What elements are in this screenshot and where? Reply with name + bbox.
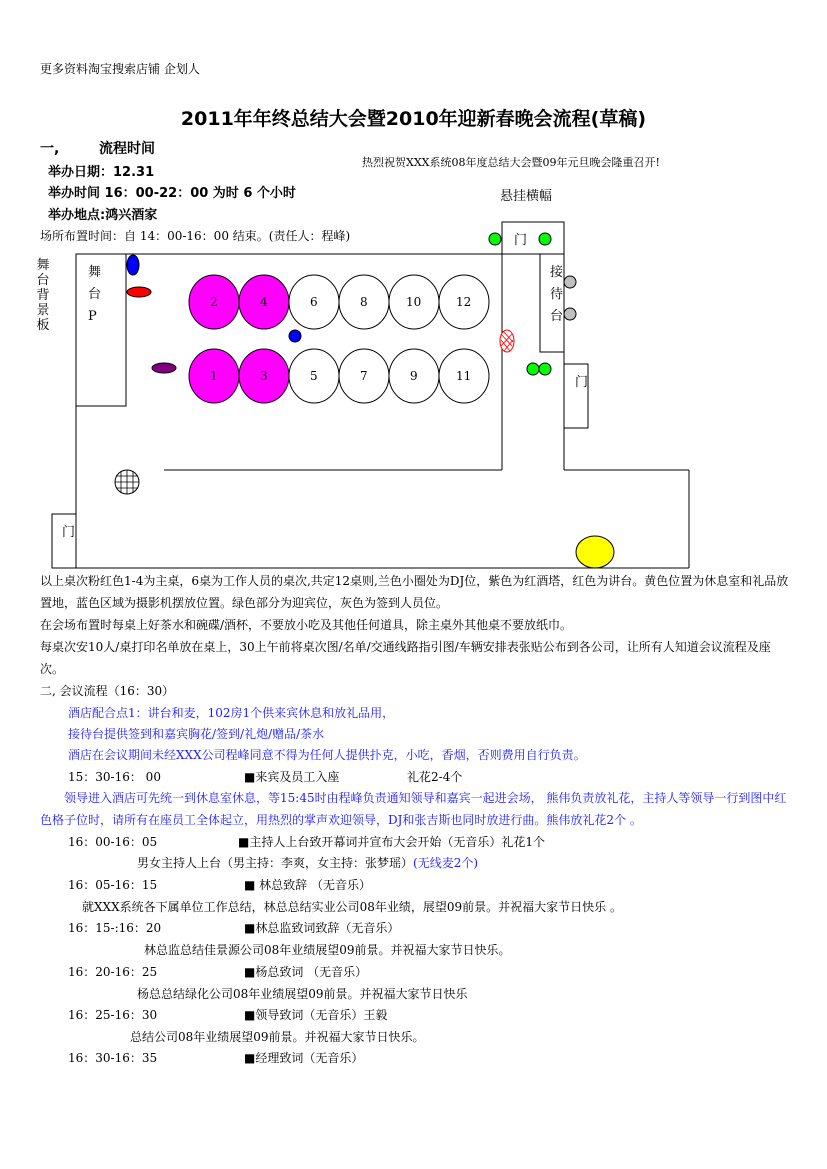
table-number: 12 (456, 295, 472, 309)
wireless-mic-note: (无线麦2个) (413, 856, 479, 870)
rest-area (576, 536, 614, 568)
top-door-box (502, 222, 564, 254)
page-title: 2011年年终总结大会暨2010年迎新春晚会流程(草稿) (180, 108, 647, 130)
banner-text: 热烈祝贺XXX系统08年度总结大会暨09年元旦晚会隆重召开! (362, 156, 660, 169)
schedule-sub-5: 杨总总结绿化公司08年业绩展望09前景。并祝福大家节日快乐 (137, 987, 468, 1001)
table-number: 6 (310, 295, 318, 309)
schedule-desc-2: ■主持人上台致开幕词并宣布大会开始（无音乐）礼花1个 (238, 835, 545, 849)
schedule-sub-3: 就XXX系统各下属单位工作总结，林总总结实业公司08年业绩，展望09前景。并祝福大家节日快乐 。 (82, 900, 622, 914)
schedule-time-5: 16：20-16：25 (68, 965, 158, 979)
schedule-time-1: 15：30-16： 00 (68, 770, 161, 784)
schedule-sub-4: 林总监总结佳景源公司08年业绩展望09前景。并祝福大家节日快乐。 (144, 943, 511, 957)
reception-char-1: 接 (550, 265, 564, 280)
event-time: 举办时间 16：00-22：00 为时 6 个小时 (48, 186, 296, 201)
table-number: 7 (360, 369, 368, 383)
setup-time: 场所布置时间：自 14：00-16：00 结束。(责任人：程峰) (40, 229, 351, 243)
section1-heading: 流程时间 (99, 141, 155, 157)
schedule-desc-5: ■杨总致词 （无音乐） (244, 965, 368, 979)
left-door-label: 门 (62, 525, 76, 540)
left-door-box (52, 514, 76, 568)
schedule-time-3: 16：05-16：15 (68, 878, 158, 892)
table-number: 5 (310, 369, 318, 383)
floor-plan-diagram (0, 0, 827, 580)
hotel-line-3: 酒店在会议期间未经XXX公司程峰同意不得为任何人提供扑克，小吃，香烟，否则费用自行负责。 (68, 748, 586, 762)
camera-position (127, 255, 139, 275)
table-number: 10 (406, 295, 422, 309)
schedule-time-7: 16：30-16：35 (68, 1051, 158, 1065)
side-door-label: 门 (575, 375, 589, 390)
table-number: 3 (260, 369, 268, 383)
table-number: 4 (260, 295, 268, 309)
sign-in-staff-marker (564, 276, 576, 288)
tables-top-row (189, 275, 489, 329)
section2-heading: 二, 会议流程（16：30） (40, 684, 175, 698)
reception-char-3: 台 (550, 309, 564, 324)
schedule-time-2: 16：00-16：05 (68, 835, 158, 849)
schedule-desc-1: ■来宾及员工入座 (244, 770, 340, 784)
greeter-marker (539, 233, 551, 245)
schedule-sub-2 (137, 854, 478, 871)
side-door-box (564, 364, 588, 428)
schedule-desc-6: ■领导致词（无音乐）王毅 (244, 1008, 388, 1022)
stage-char-1: 舞 (88, 265, 102, 280)
event-date: 举办日期：12.31 (48, 165, 155, 180)
greeter-marker (527, 363, 539, 375)
greeter-marker (489, 233, 501, 245)
section1-number: 一, (40, 141, 60, 157)
event-place: 举办地点:鸿兴酒家 (48, 208, 158, 223)
banner-label: 悬挂横幅 (500, 189, 553, 204)
stage-char-3: P (88, 309, 97, 324)
hotel-line-1: 酒店配合点1：讲台和麦，102房1个供来宾休息和放礼品用， (68, 706, 395, 720)
grid-circle (115, 470, 139, 494)
podium (127, 287, 151, 297)
schedule-desc-3: ■ 林总致辞 （无音乐） (244, 878, 371, 892)
schedule-time-4: 16：15-:16：20 (68, 921, 162, 935)
wine-tower (152, 363, 176, 373)
greeter-marker (539, 363, 551, 375)
stage-backdrop-label: 舞台背景板 (36, 258, 50, 333)
sign-in-staff-marker (564, 308, 576, 320)
stage-char-2: 台 (88, 287, 102, 302)
leader-entry-note: 领导进入酒店可先统一到休息室休息，等15:45时由程峰负责通知领导和嘉宾一起进会场， 熊伟负责放礼花，主持人等领导一行到图中红色格子位时，请所有在座员工全体起立，用热烈的掌声欢迎领导，DJ和张吉斯也同时放进行曲。熊伟放礼花2个 。 (40, 791, 787, 827)
schedule-time-6: 16：25-16：30 (68, 1008, 158, 1022)
note-paragraph-3: 每桌次安10人/桌打印名单放在桌上，30上午前将桌次图/名单/交通线路指引图/车辆安排表张贴公布到各公司，让所有人知道会议流程及座次。 (40, 640, 771, 676)
reception-char-2: 待 (550, 287, 564, 302)
table-number: 1 (210, 369, 218, 383)
note-paragraph-1: 以上桌次粉红色1-4为主桌，6桌为工作人员的桌次,共定12桌则,兰色小圈处为DJ位，紫色为红酒塔，红色为讲台。黄色位置为休息室和礼品放置地，蓝色区域为摄影机摆放位置。绿色部分为迎宾位，灰色为签到人员位。 (40, 574, 789, 610)
host-info: 男女主持人上台（男主持：李爽，女主持：张梦瑶） (137, 856, 414, 870)
table-number: 9 (410, 369, 418, 383)
hotel-line-2: 接待台提供签到和嘉宾胸花/签到/礼炮/赠品/茶水 (68, 727, 325, 741)
table-number: 8 (360, 295, 368, 309)
schedule-desc-4: ■林总监致词致辞（无音乐） (244, 921, 400, 935)
top-door-label: 门 (514, 233, 528, 248)
dj-position (289, 330, 301, 342)
schedule-sub-6: 总结公司08年业绩展望09前景。并祝福大家节日快乐。 (130, 1030, 425, 1044)
header-note: 更多资料淘宝搜索店铺 企划人 (40, 62, 200, 76)
schedule-extra-1: 礼花2-4个 (407, 770, 463, 784)
tables-bottom-row (189, 349, 489, 403)
table-number: 11 (456, 369, 472, 383)
schedule-desc-7: ■经理致词（无音乐） (244, 1051, 364, 1065)
table-number: 2 (210, 295, 218, 309)
note-paragraph-2: 在会场布置时每桌上好茶水和碗碟/酒杯，不要放小吃及其他任何道具，除主桌外其他桌不要放纸巾。 (40, 618, 573, 632)
